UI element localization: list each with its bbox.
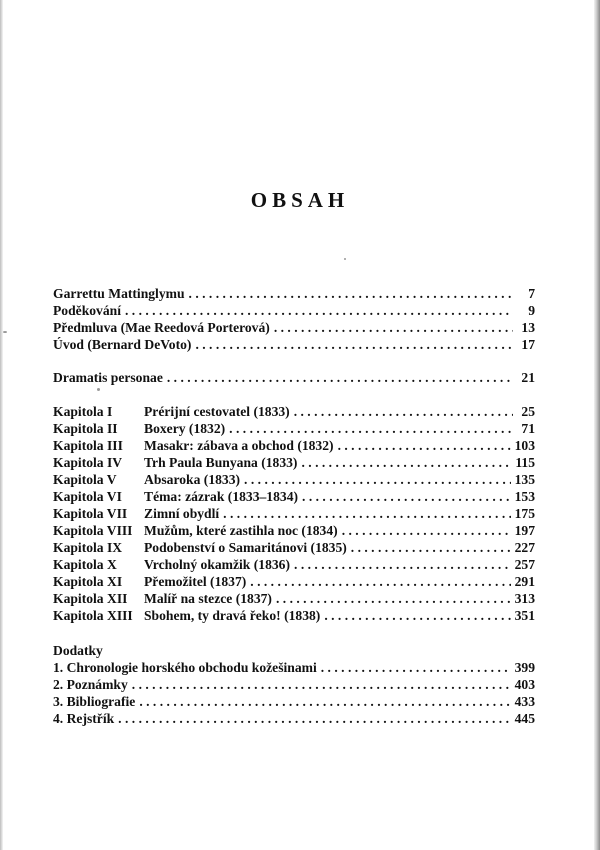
toc-appendices [53, 642, 535, 727]
entry-page-number: 71 [521, 421, 535, 436]
appendix-entry [53, 693, 535, 710]
chapter-entry [53, 420, 535, 437]
dot-leader [321, 659, 511, 676]
entry-page-number: 313 [514, 591, 535, 606]
chapter-number: Kapitola IV [53, 455, 123, 470]
entry-page-number: 197 [514, 523, 535, 538]
entry-label: Poděkování [53, 303, 121, 318]
dot-leader [276, 590, 511, 607]
dot-leader [125, 302, 513, 319]
scan-speck [97, 388, 100, 391]
entry-page-number: 257 [514, 557, 535, 572]
chapter-entry [53, 607, 535, 624]
chapter-title: Mužům, které zastihla noc (1834) [144, 523, 338, 538]
chapter-title: Malíř na stezce (1837) [144, 591, 272, 606]
dot-leader [338, 437, 511, 454]
dot-leader [294, 556, 511, 573]
chapter-title: Přemožitel (1837) [144, 574, 247, 589]
toc-dramatis [53, 369, 535, 386]
entry-page-number: 227 [514, 540, 535, 555]
page-title: OBSAH [250, 188, 350, 212]
dot-leader [294, 403, 513, 420]
scan-speck [344, 258, 346, 260]
chapter-number: Kapitola XI [53, 574, 123, 589]
entry-label: 4. Rejstřík [53, 711, 115, 726]
chapter-title: Trh Paula Bunyana (1833) [144, 455, 298, 470]
entry-label: Dramatis personae [53, 370, 163, 385]
entry-label: Garrettu Mattinglymu [53, 286, 185, 301]
chapter-number: Kapitola X [53, 557, 117, 572]
chapter-number: Kapitola VI [53, 489, 122, 504]
chapter-entry [53, 471, 535, 488]
dot-leader [250, 573, 510, 590]
dot-leader [118, 710, 510, 727]
entry-page-number: 291 [514, 574, 535, 589]
chapter-title: Sbohem, ty dravá řeko! (1838) [144, 608, 321, 623]
dot-leader [274, 319, 513, 336]
entry-page-number: 115 [515, 455, 535, 470]
entry-page-number: 153 [514, 489, 535, 504]
dot-leader [223, 505, 510, 522]
chapter-title: Absaroka (1833) [144, 472, 241, 487]
chapter-entry [53, 590, 535, 607]
chapter-number: Kapitola I [53, 404, 113, 419]
dot-leader [302, 488, 511, 505]
dot-leader [229, 420, 513, 437]
toc-entry [53, 319, 535, 336]
chapter-entry [53, 437, 535, 454]
entry-page-number: 433 [514, 694, 535, 709]
entry-page-number: 135 [514, 472, 535, 487]
entry-page-number: 399 [514, 660, 535, 675]
chapter-entry [53, 454, 535, 471]
toc-chapters [53, 403, 535, 624]
chapter-entry [53, 505, 535, 522]
dot-leader [342, 522, 511, 539]
chapter-title: Podobenství o Samaritánovi (1835) [144, 540, 347, 555]
chapter-number: Kapitola VII [53, 506, 128, 521]
entry-page-number: 445 [514, 711, 535, 726]
chapter-entry [53, 522, 535, 539]
chapter-number: Kapitola XIII [53, 608, 133, 623]
chapter-entry [53, 556, 535, 573]
appendix-entry [53, 676, 535, 693]
entry-label: 3. Bibliografie [53, 694, 136, 709]
scan-speck [3, 331, 7, 333]
chapter-title: Téma: zázrak (1833–1834) [144, 489, 299, 504]
chapter-title: Prérijní cestovatel (1833) [144, 404, 290, 419]
chapter-number: Kapitola III [53, 438, 123, 453]
dot-leader [189, 285, 513, 302]
entry-page-number: 13 [521, 320, 535, 335]
chapter-entry [53, 539, 535, 556]
entry-label: Předmluva (Mae Reedová Porterová) [53, 320, 270, 335]
entry-page-number: 25 [521, 404, 535, 419]
chapter-number: Kapitola VIII [53, 523, 133, 538]
dot-leader [244, 471, 511, 488]
chapter-title: Boxery (1832) [144, 421, 226, 436]
dot-leader [139, 693, 510, 710]
entry-page-number: 351 [514, 608, 535, 623]
entry-label: 2. Poznámky [53, 677, 128, 692]
entry-page-number: 103 [514, 438, 535, 453]
appendix-entry [53, 710, 535, 727]
dot-leader [324, 607, 510, 624]
chapter-title: Vrcholný okamžik (1836) [144, 557, 291, 572]
chapter-title: Zimní obydlí [144, 506, 220, 521]
chapter-number: Kapitola XII [53, 591, 128, 606]
page-left-edge [0, 0, 3, 850]
toc-entry [53, 336, 535, 353]
dot-leader [132, 676, 511, 693]
chapter-title: Masakr: zábava a obchod (1832) [144, 438, 334, 453]
entry-page-number: 175 [514, 506, 535, 521]
appendix-entry [53, 659, 535, 676]
entry-page-number: 403 [514, 677, 535, 692]
entry-page-number: 9 [528, 303, 535, 318]
toc-entry [53, 285, 535, 302]
appendices-heading: Dodatky [53, 643, 103, 658]
entry-label: 1. Chronologie horského obchodu kožešinami [53, 660, 317, 675]
toc-entry [53, 369, 535, 386]
dot-leader [351, 539, 511, 556]
chapter-entry [53, 403, 535, 420]
entry-page-number: 21 [521, 370, 535, 385]
chapter-entry [53, 573, 535, 590]
entry-page-number: 7 [528, 286, 535, 301]
dot-leader [195, 336, 513, 353]
entry-page-number: 17 [521, 337, 535, 352]
entry-label: Úvod (Bernard DeVoto) [53, 337, 192, 352]
chapter-number: Kapitola V [53, 472, 117, 487]
dot-leader [167, 369, 513, 386]
chapter-number: Kapitola II [53, 421, 118, 436]
toc-entry [53, 302, 535, 319]
page-right-edge [594, 0, 600, 850]
toc-front-matter [53, 285, 535, 353]
chapter-entry [53, 488, 535, 505]
chapter-number: Kapitola IX [53, 540, 123, 555]
dot-leader [301, 454, 511, 471]
